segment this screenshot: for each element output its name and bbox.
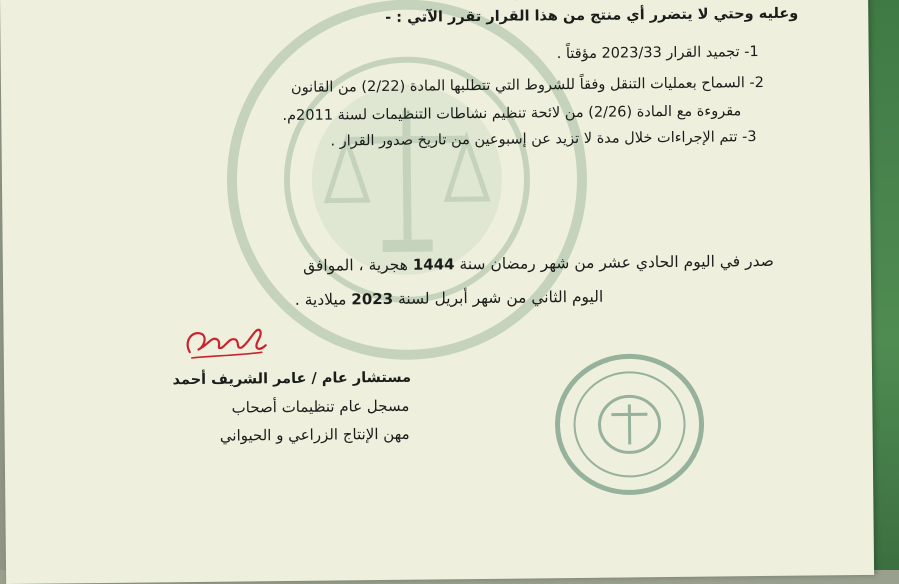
decision-item-1: 1- تجميد القرار 2023/33 مؤقتاً . — [557, 44, 759, 62]
date-pre-text: اليوم الثاني من شهر أبريل لسنة — [398, 288, 603, 308]
watermark-seal — [215, 0, 599, 372]
official-stamp — [549, 349, 711, 501]
issued-pre-text: صدر في اليوم الحادي عشر من شهر رمضان سنة — [459, 252, 774, 273]
decision-item-2-line-2: مقروءة مع المادة (2/26) من لائحة تنظيم نشاطات التنظيمات لسنة 2011م. — [282, 103, 741, 124]
hijri-year: 1444 — [413, 255, 455, 273]
intro-line: وعليه وحتي لا يتضرر أي منتج من هذا القرار تقرر الآتي : - — [385, 6, 798, 26]
signatory-name: مستشار عام / عامر الشريف أحمد — [172, 370, 411, 388]
handwritten-signature — [181, 321, 271, 364]
date-post-text: ميلادية . — [295, 290, 347, 309]
signatory-title-line-1: مسجل عام تنظيمات أصحاب — [231, 397, 409, 417]
issued-post-text: هجرية ، الموافق — [303, 256, 408, 275]
issue-date-line — [303, 252, 774, 275]
decision-item-3: 3- تتم الإجراءات خلال مدة لا تزيد عن إسبوعين من تاريخ صدور القرار . — [330, 129, 756, 149]
gregorian-date-line — [295, 288, 604, 309]
signatory-title-line-2: مهن الإنتاج الزراعي و الحيواني — [220, 425, 410, 445]
decision-item-2-line-1: 2- السماح بعمليات التنقل وفقاً للشروط التي تتطلبها المادة (2/22) من القانون — [291, 75, 764, 96]
gregorian-year: 2023 — [351, 290, 393, 308]
